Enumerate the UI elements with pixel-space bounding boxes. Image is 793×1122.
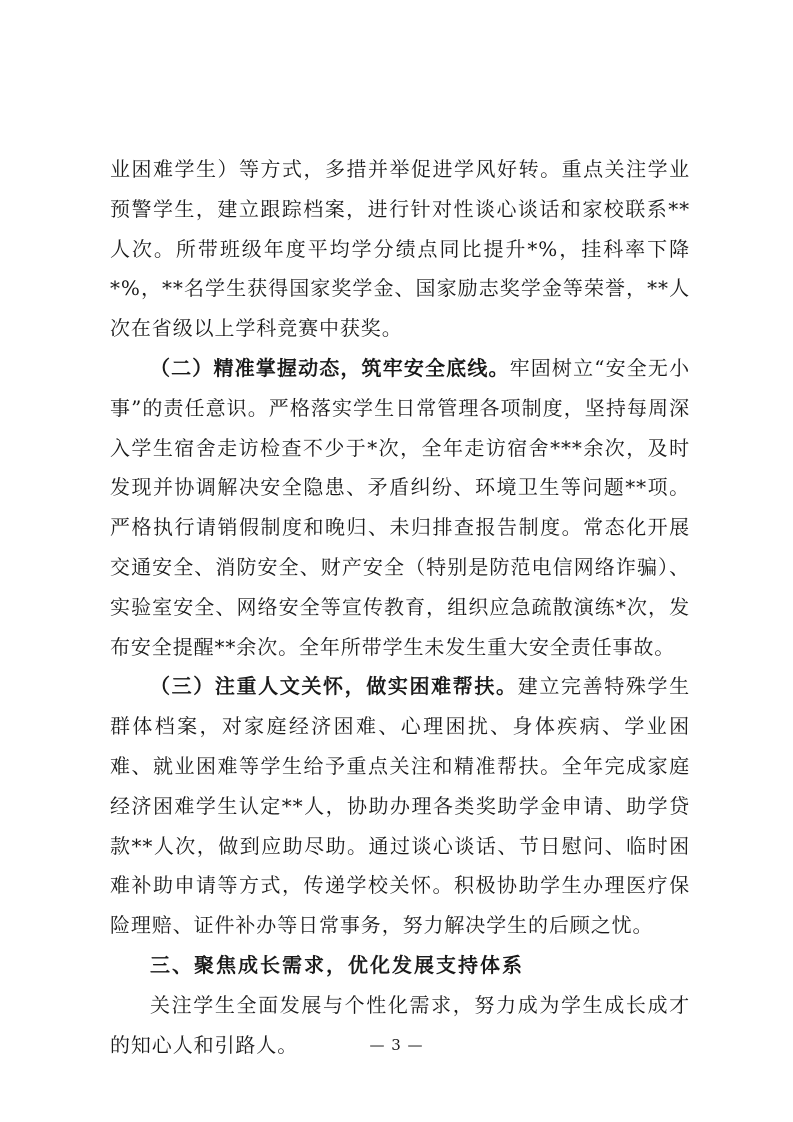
subheading-care: （三）注重人文关怀，做实困难帮扶。 <box>150 674 518 699</box>
section-heading: 三、聚焦成长需求，优化发展支持体系 <box>150 952 524 977</box>
paragraph-text: 业困难学生）等方式，多措并举促进学风好转。重点关注学业预警学生，建立跟踪档案，进行针对性谈心谈话和家校联系**人次。所带班级年度平均学分绩点同比提升*%，挂科率下降*%，**名学生获得国家奖学金、国家励志奖学金等荣誉，**人次在省级以上学科竞赛中获奖。 <box>110 157 690 341</box>
paragraph-continued <box>110 150 690 349</box>
paragraph-care <box>110 667 690 946</box>
paragraph-safety <box>110 349 690 667</box>
section-intro: 关注学生全面发展与个性化需求，努力成为学生成长成才的知心人和引路人。 <box>110 992 690 1057</box>
paragraph-text: 牢固树立“安全无小事”的责任意识。严格落实学生日常管理各项制度，坚持每周深入学生宿舍走访检查不少于*次，全年走访宿舍***余次，及时发现并协调解决安全隐患、矛盾纠纷、环境卫生等问题**项。严格执行请销假制度和晚归、未归排查报告制度。常态化开展交通安全、消防安全、财产安全（特别是防范电信网络诈骗）、实验室安全、网络安全等宣传教育，组织应急疏散演练*次，发布安全提醒**余次。全年所带学生未发生重大安全责任事故。 <box>110 355 690 659</box>
subheading-safety: （二）精准掌握动态，筑牢安全底线。 <box>150 355 510 380</box>
paragraph-text: 建立完善特殊学生群体档案，对家庭经济困难、心理困扰、身体疾病、学业困难、就业困难等学生给予重点关注和精准帮扶。全年完成家庭经济困难学生认定**人，协助办理各类奖助学金申请、助学贷款**人次，做到应助尽助。通过谈心谈话、节日慰问、临时困难补助申请等方式，传递学校关怀。积极协助学生办理医疗保险理赔、证件补办等日常事务，努力解决学生的后顾之忧。 <box>110 674 690 938</box>
document-body <box>110 150 690 1065</box>
page-number: — 3 — <box>369 1036 424 1054</box>
